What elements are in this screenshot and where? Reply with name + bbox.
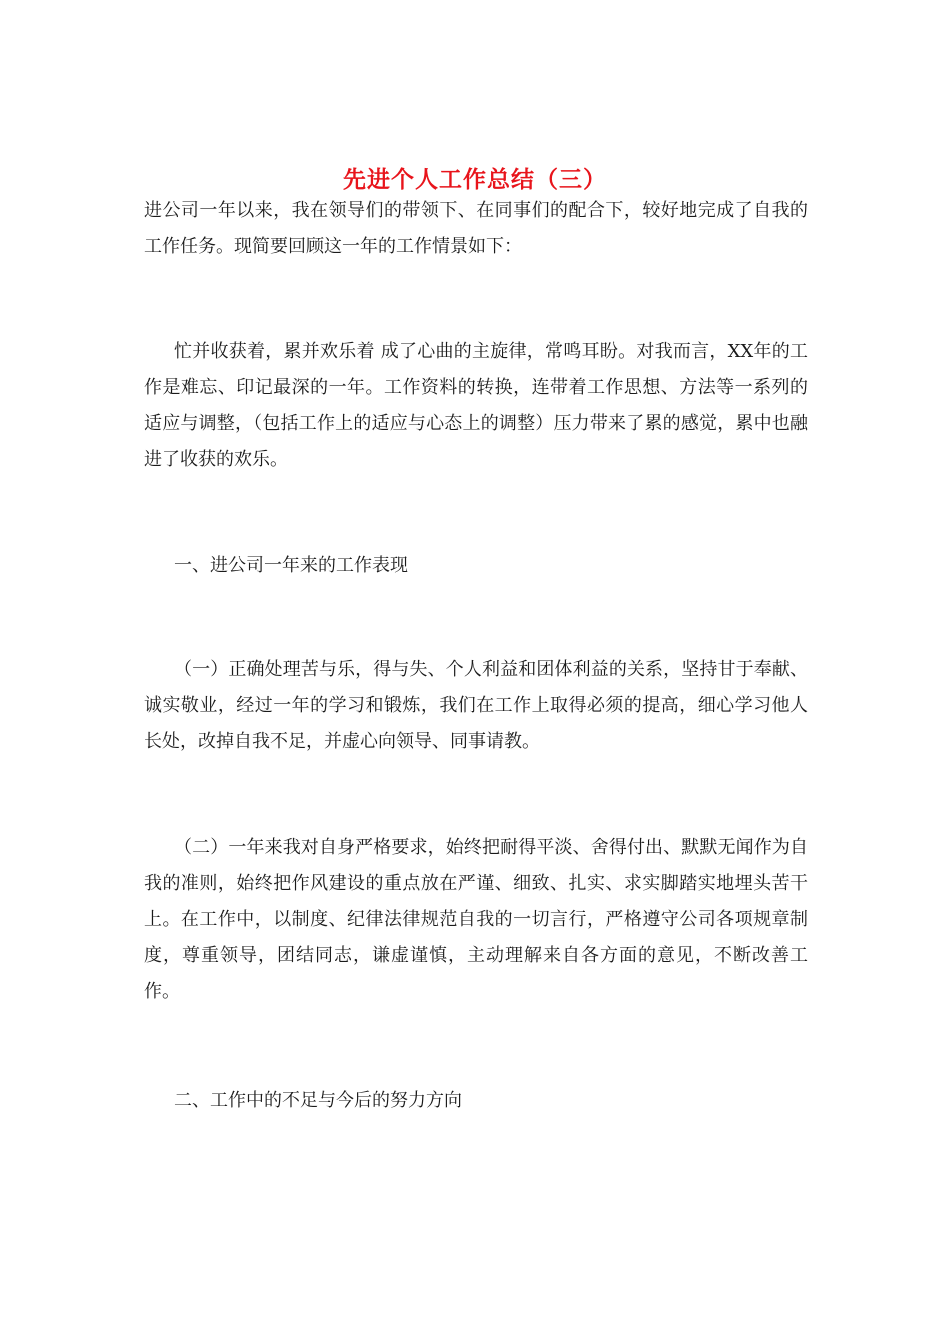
section-1-heading: 一、进公司一年来的工作表现 xyxy=(174,555,408,576)
section-1-item-2: （二）一年来我对自身严格要求，始终把耐得平淡、舍得付出、默默无闻作为自我的准则，始终把作风建设的重点放在严谨、细致、扎实、求实脚踏实地埋头苦干上。在工作中，以制度、纪律法律规范自我的一切言行，严格遵守公司各项规章制度，尊重领导，团结同志，谦虚谨慎，主动理解来自各方面的意见，不断改善工作。 xyxy=(144,837,808,1002)
section-1-item-1: （一）正确处理苦与乐，得与失、个人利益和团体利益的关系，坚持甘于奉献、诚实敬业，经过一年的学习和锻炼，我们在工作上取得必须的提高，细心学习他人长处，改掉自我不足，并虚心向领导、同事请教。 xyxy=(144,659,808,752)
section-2-heading: 二、工作中的不足与今后的努力方向 xyxy=(174,1090,462,1111)
document-title: 先进个人工作总结（三） xyxy=(343,166,607,194)
intro-paragraph: 进公司一年以来，我在领导们的带领下、在同事们的配合下，较好地完成了自我的工作任务。现简要回顾这一年的工作情景如下： xyxy=(144,200,808,257)
paragraph-busy-harvest: 忙并收获着，累并欢乐着 成了心曲的主旋律，常鸣耳盼。对我而言，XX年的工作是难忘、印记最深的一年。工作资料的转换，连带着工作思想、方法等一系列的适应与调整，（包括工作上的适应与心态上的调整）压力带来了累的感觉，累中也融进了收获的欢乐。 xyxy=(144,341,808,470)
